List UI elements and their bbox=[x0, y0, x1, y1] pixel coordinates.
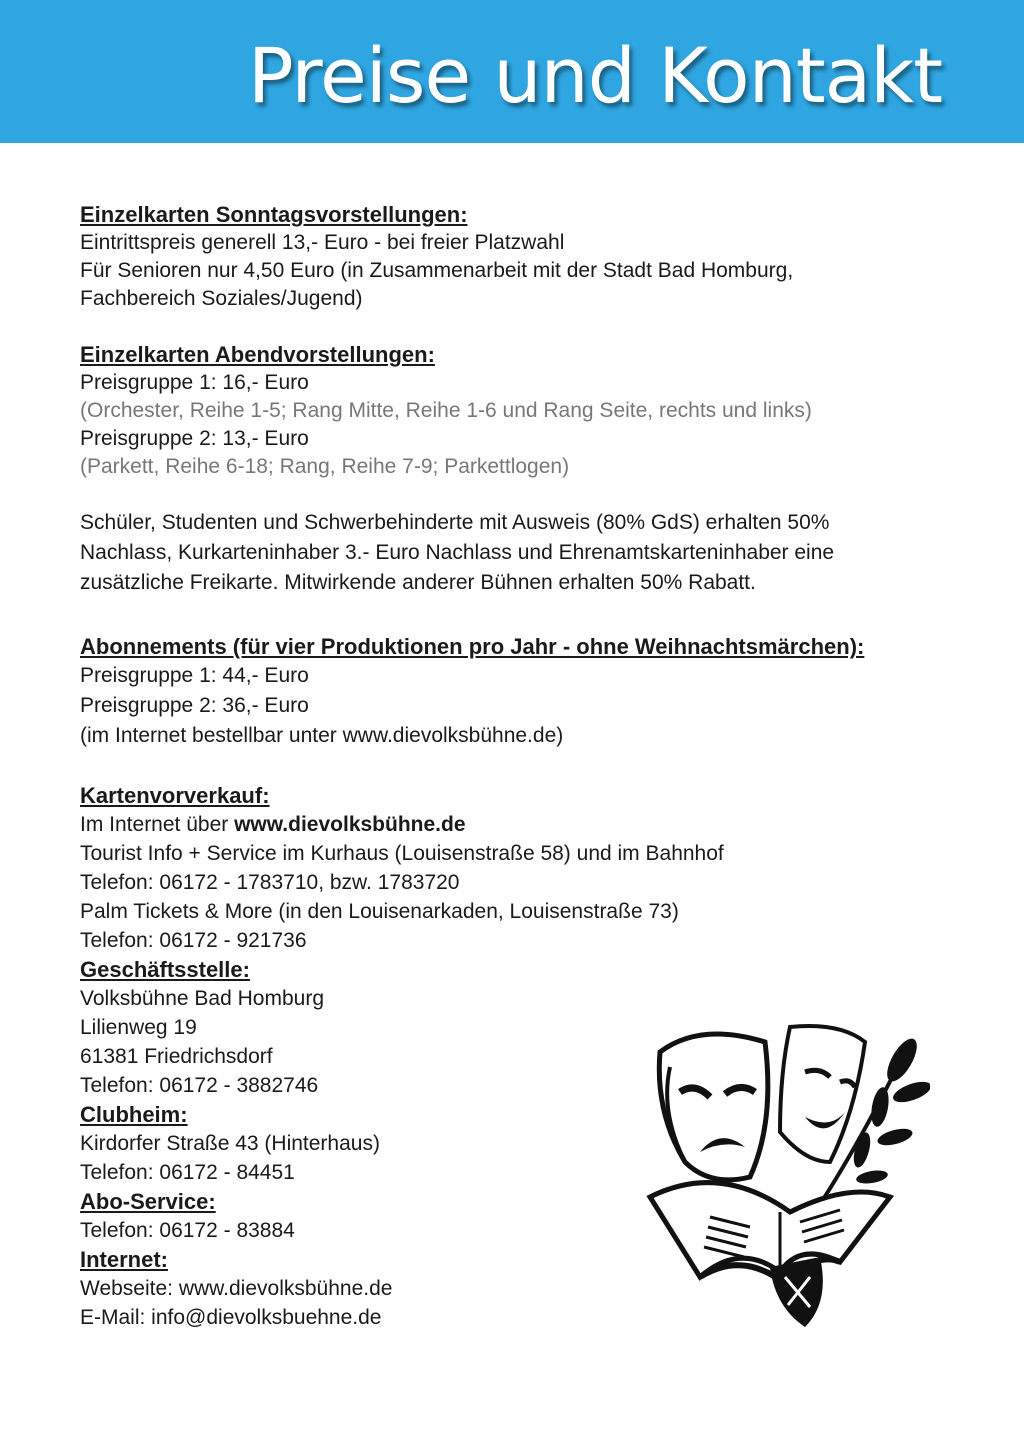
text-line: Telefon: 06172 - 83884 bbox=[80, 1219, 295, 1242]
price-group-2: Preisgruppe 2: 13,- Euro bbox=[80, 427, 309, 450]
text-line: Preisgruppe 2: 36,- Euro bbox=[80, 694, 309, 717]
text-line: Tourist Info + Service im Kurhaus (Louisenstraße 58) und im Bahnhof bbox=[80, 842, 724, 865]
text-line: Palm Tickets & More (in den Louisenarkaden, Louisenstraße 73) bbox=[80, 900, 679, 923]
text-line: Kirdorfer Straße 43 (Hinterhaus) bbox=[80, 1132, 380, 1155]
section-heading: Einzelkarten Sonntagsvorstellungen: bbox=[80, 202, 468, 227]
internet-line bbox=[80, 810, 960, 839]
text-line: zusätzliche Freikarte. Mitwirkende anderer Bühnen erhalten 50% Rabatt. bbox=[80, 571, 756, 594]
theater-masks-book-icon bbox=[640, 1012, 930, 1332]
text-line: Telefon: 06172 - 1783710, bzw. 1783720 bbox=[80, 871, 460, 894]
price-group-1-note: (Orchester, Reihe 1-5; Rang Mitte, Reihe 1-6 und Rang Seite, rechts und links) bbox=[80, 399, 812, 422]
website-link[interactable]: www.dievolksbühne.de bbox=[234, 813, 466, 836]
text-line: Telefon: 06172 - 921736 bbox=[80, 929, 307, 952]
text-line: Nachlass, Kurkarteninhaber 3.- Euro Nachlass und Ehrenamtskarteninhaber eine bbox=[80, 541, 835, 564]
website-line[interactable]: Webseite: www.dievolksbühne.de bbox=[80, 1277, 393, 1300]
internet-prefix: Im Internet über bbox=[80, 813, 235, 836]
section-discounts bbox=[80, 508, 960, 598]
section-heading: Abo-Service: bbox=[80, 1189, 216, 1214]
text-line: (im Internet bestellbar unter www.dievolksbühne.de) bbox=[80, 724, 564, 747]
section-heading: Internet: bbox=[80, 1247, 168, 1272]
section-heading: Clubheim: bbox=[80, 1102, 188, 1127]
email-line[interactable]: E-Mail: info@dievolksbuehne.de bbox=[80, 1306, 382, 1329]
price-group-2-note: (Parkett, Reihe 6-18; Rang, Reihe 7-9; Parkettlogen) bbox=[80, 455, 570, 478]
text-line: Preisgruppe 1: 44,- Euro bbox=[80, 664, 309, 687]
section-abonnements bbox=[80, 633, 960, 751]
page-title: Preise und Kontakt bbox=[247, 31, 942, 120]
section-heading: Einzelkarten Abendvorstellungen: bbox=[80, 342, 435, 367]
section-sonntag bbox=[80, 201, 960, 313]
text-line: Volksbühne Bad Homburg bbox=[80, 987, 324, 1010]
section-heading: Kartenvorverkauf: bbox=[80, 783, 270, 808]
section-heading: Geschäftsstelle: bbox=[80, 957, 250, 982]
text-line: Eintrittspreis generell 13,- Euro - bei freier Platzwahl bbox=[80, 231, 565, 254]
section-heading: Abonnements (für vier Produktionen pro Jahr - ohne Weihnachtsmärchen): bbox=[80, 634, 865, 659]
text-line: Telefon: 06172 - 3882746 bbox=[80, 1074, 319, 1097]
text-line: 61381 Friedrichsdorf bbox=[80, 1045, 273, 1068]
price-group-1: Preisgruppe 1: 16,- Euro bbox=[80, 371, 309, 394]
text-line: Für Senioren nur 4,50 Euro (in Zusammenarbeit mit der Stadt Bad Homburg, bbox=[80, 259, 794, 282]
text-line: Telefon: 06172 - 84451 bbox=[80, 1161, 295, 1184]
section-abend bbox=[80, 341, 960, 481]
text-line: Lilienweg 19 bbox=[80, 1016, 197, 1039]
text-line: Fachbereich Soziales/Jugend) bbox=[80, 287, 363, 310]
title-banner bbox=[0, 0, 1024, 143]
text-line: Schüler, Studenten und Schwerbehinderte mit Ausweis (80% GdS) erhalten 50% bbox=[80, 511, 830, 534]
